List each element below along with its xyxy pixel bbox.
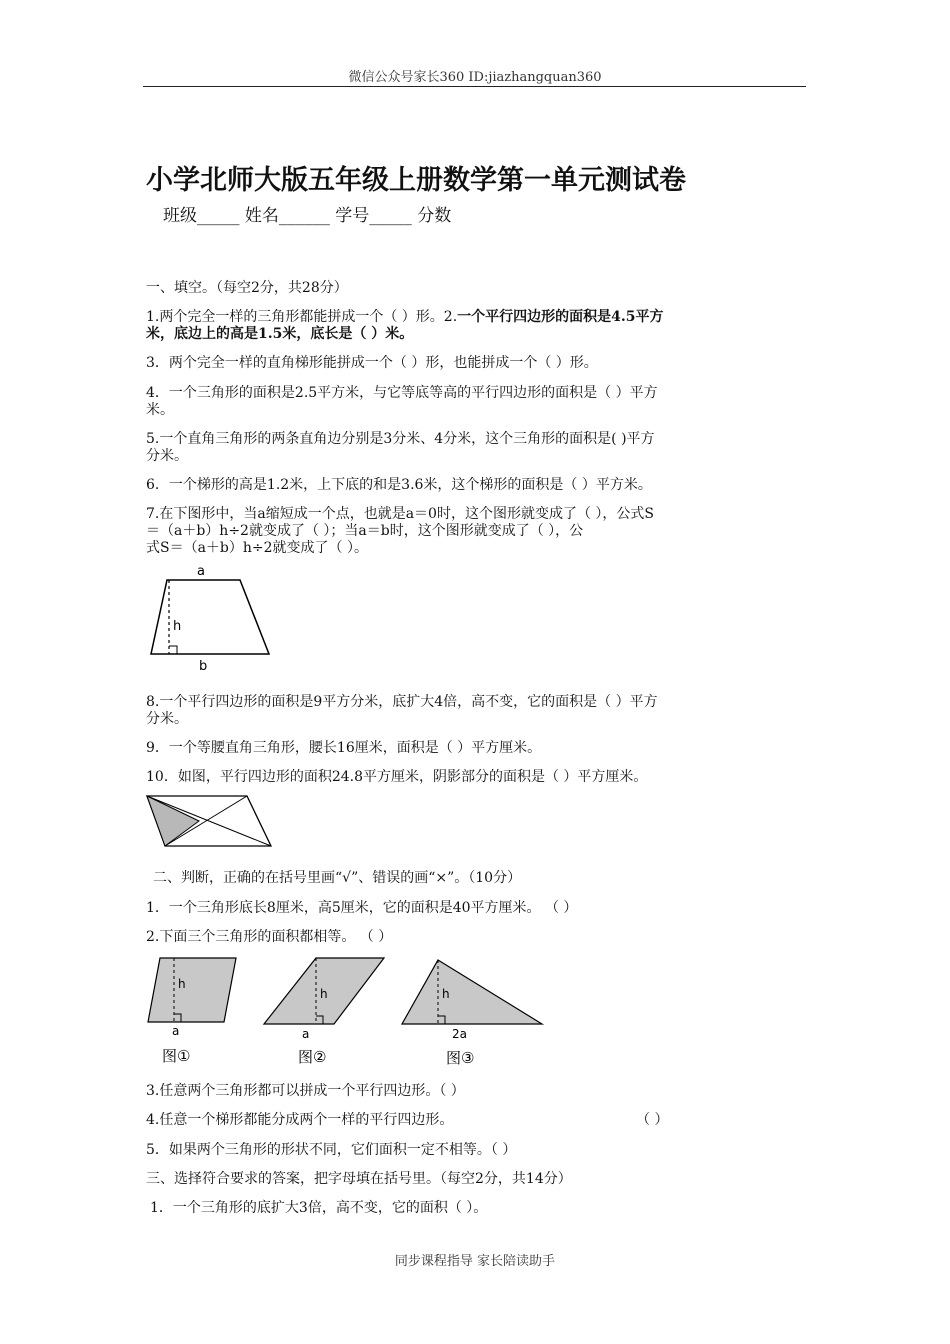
figure-2-label-base: a <box>302 1027 310 1041</box>
question-5: 5.一个直角三角形的两条直角边分别是3分米、4分米，这个三角形的面积是( )平方 <box>146 431 655 447</box>
shaded-triangle <box>147 796 199 846</box>
section2-heading: 二、判断，正确的在括号里画“√”、错误的画“×”。（10分） <box>153 870 522 886</box>
q2-text-bold: 一个平行四边形的面积是4.5平方 <box>457 309 664 325</box>
question-6: 6．一个梯形的高是1.2米，上下底的和是3.6米，这个梯形的面积是（ ）平方米。 <box>146 477 652 493</box>
figure-1-caption: 图① <box>162 1047 191 1065</box>
figure-2-label-h: h <box>320 987 328 1001</box>
page-title: 小学北师大版五年级上册数学第一单元测试卷 <box>146 165 686 196</box>
judge-question-3: 3.任意两个三角形都可以拼成一个平行四边形。（ ） <box>146 1083 465 1099</box>
section3-heading: 三、选择符合要求的答案，把字母填在括号里。（每空2分，共14分） <box>146 1171 572 1187</box>
label-b: b <box>199 659 208 674</box>
question-8: 8.一个平行四边形的面积是9平方分米，底扩大4倍，高不变，它的面积是（ ）平方 <box>146 694 658 710</box>
question-4: 4．一个三角形的面积是2.5平方米，与它等底等高的平行四边形的面积是（ ）平方 <box>146 385 658 401</box>
figure-1-shape <box>148 958 236 1022</box>
figure-3-shape <box>402 960 542 1024</box>
figure-1 <box>148 958 236 1065</box>
figure-3 <box>402 960 542 1067</box>
judge-question-2: 2.下面三个三角形的面积都相等。 （ ） <box>146 929 393 945</box>
q1-text: 1.两个完全一样的三角形都能拼成一个（ ）形。2. <box>146 309 458 325</box>
question-9: 9．一个等腰直角三角形，腰长16厘米，面积是（ ）平方厘米。 <box>146 740 542 756</box>
figure-1-label-h: h <box>178 977 186 991</box>
question-10: 10．如图，平行四边形的面积24.8平方厘米，阴影部分的面积是（ ）平方厘米。 <box>146 769 648 785</box>
figure-3-label-h: h <box>442 987 450 1001</box>
trapezoid-figure <box>145 560 275 675</box>
q2-text-continued: 米，底边上的高是1.5米，底长是（ ）米。 <box>146 326 414 342</box>
student-info-line: 班级_____ 姓名______ 学号_____ 分数 <box>163 206 452 226</box>
question-7-line3: 式S＝（a＋b）h÷2就变成了（ ）。 <box>146 540 369 556</box>
page-header: 微信公众号家长360 ID:jiazhangquan360 <box>348 70 602 85</box>
header-divider <box>143 86 806 87</box>
label-h: h <box>173 619 182 634</box>
judge-question-5: 5．如果两个三角形的形状不同，它们面积一定不相等。（ ） <box>146 1142 517 1158</box>
question-7: 7.在下图形中，当a缩短成一个点，也就是a＝0时，这个图形就变成了（ ），公式S <box>146 506 654 522</box>
judge-question-4: 4.任意一个梯形都能分成两个一样的平行四边形。 <box>146 1112 454 1128</box>
question-5-continued: 分米。 <box>146 448 188 464</box>
choice-question-1: 1．一个三角形的底扩大3倍，高不变，它的面积（ ）。 <box>150 1200 488 1216</box>
figure-2 <box>264 958 384 1066</box>
figure-3-label-base: 2a <box>452 1027 467 1041</box>
question-7-line2: ＝（a＋b）h÷2就变成了（ ）；当a＝b时，这个图形就变成了（ ），公 <box>146 523 584 539</box>
figure-1-label-base: a <box>172 1024 180 1038</box>
judge-question-1: 1．一个三角形底长8厘米，高5厘米，它的面积是40平方厘米。 （ ） <box>146 900 578 916</box>
question-4-continued: 米。 <box>146 402 174 418</box>
judge-question-4-paren: （ ） <box>636 1112 669 1128</box>
page-footer: 同步课程指导 家长陪读助手 <box>394 1254 556 1269</box>
parallelogram-shaded-figure <box>145 790 275 850</box>
label-a: a <box>197 564 205 579</box>
figure-2-caption: 图② <box>298 1048 327 1066</box>
figure-3-caption: 图③ <box>446 1049 475 1067</box>
right-angle-mark <box>169 646 177 654</box>
question-3: 3．两个完全一样的直角梯形能拼成一个（ ）形，也能拼成一个（ ）形。 <box>146 355 598 371</box>
three-figures <box>140 950 550 1075</box>
section1-heading: 一、填空。（每空2分，共28分） <box>146 280 348 296</box>
question-8-continued: 分米。 <box>146 711 188 727</box>
